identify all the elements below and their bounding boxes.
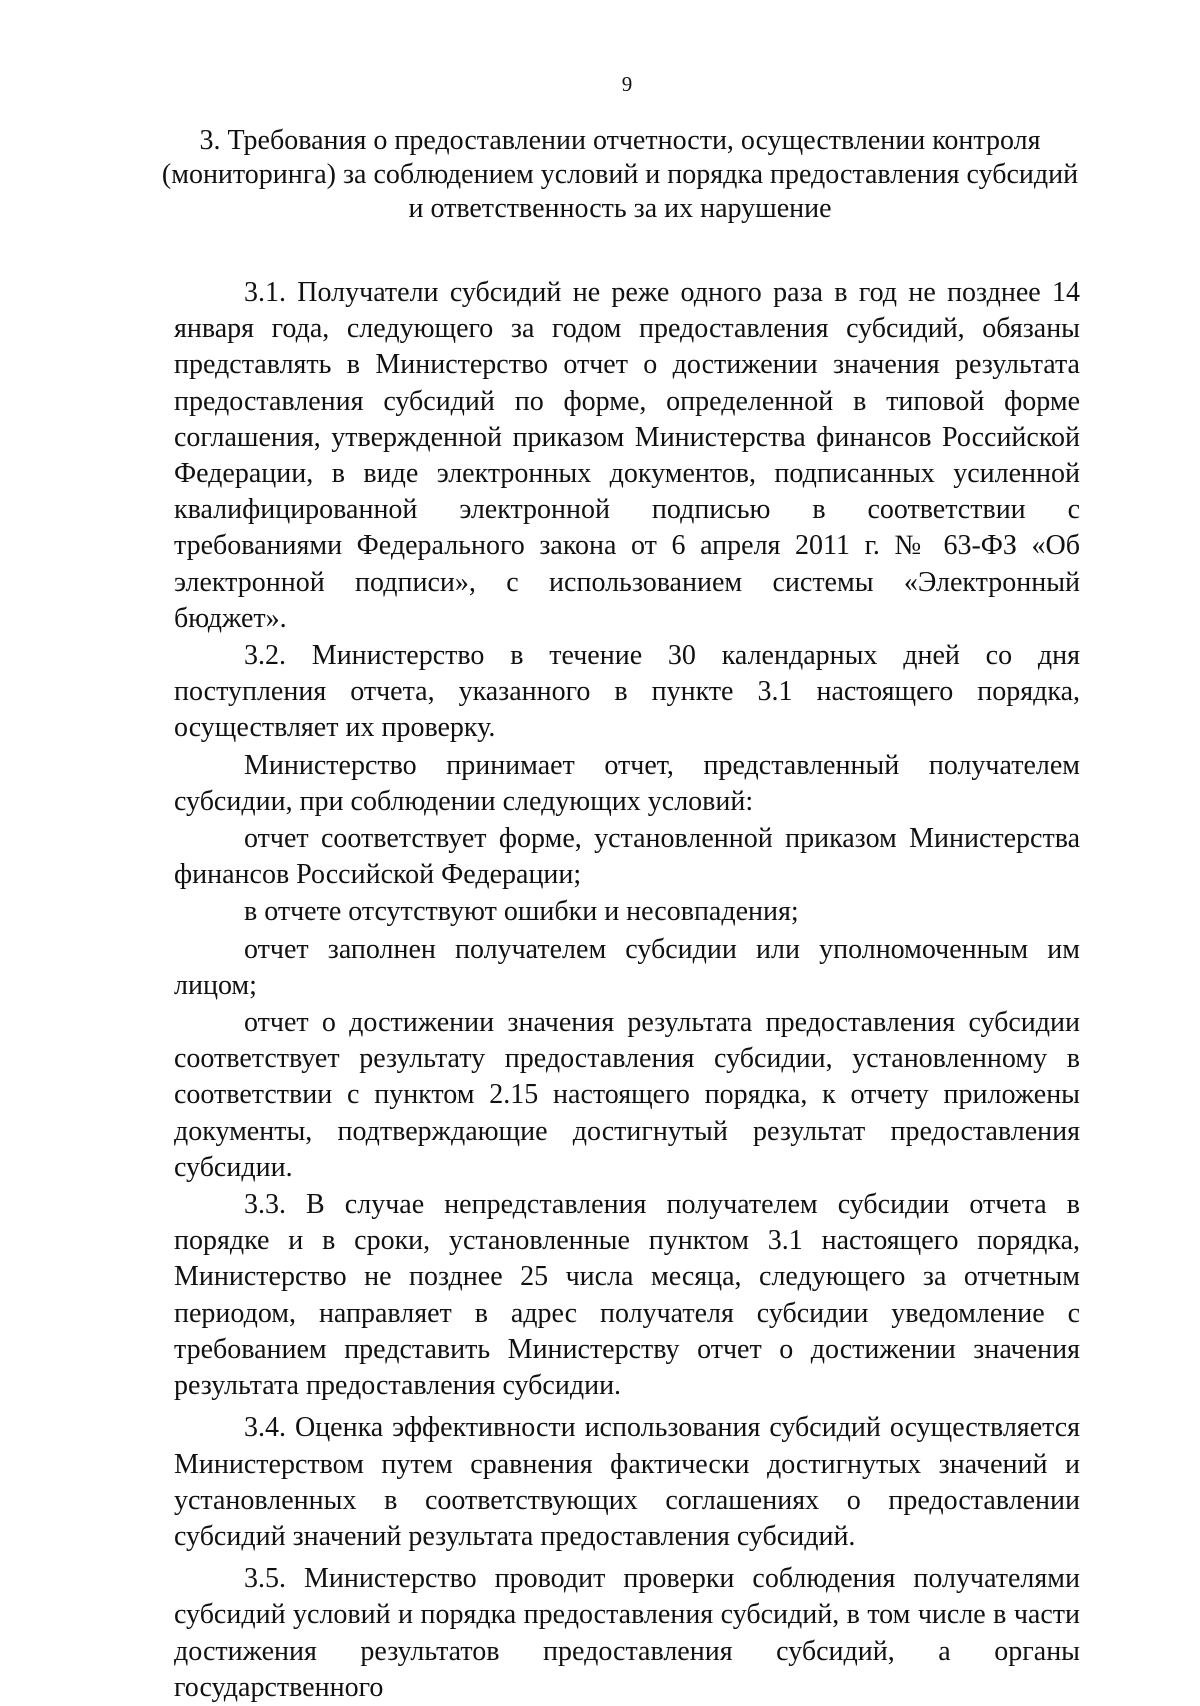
paragraph-condition-filled: отчет заполнен получателем субсидии или уполномоченным им лицом; xyxy=(174,933,1080,1001)
paragraph-condition-result: отчет о достижении значения результата предоставления субсидии соответствует результату предоставления субсидии, установленному в соответствии с пунктом 2.15 настоящего порядка, к отчету приложены документы, подтверждающие достигнутый результат предоставления субсидии. xyxy=(174,1007,1080,1183)
paragraph-3-5: 3.5. Министерство проводит проверки соблюдения получателями субсидий условий и порядка предоставления субсидий, в том числе в части достижения результатов предоставления субсидий, а органы государственного xyxy=(174,1563,1080,1703)
paragraph-condition-form: отчет соответствует форме, установленной приказом Министерства финансов Российской Федерации; xyxy=(174,823,1080,891)
body-text xyxy=(174,275,1080,1706)
paragraph-3-2: 3.2. Министерство в течение 30 календарных дней со дня поступления отчета, указанного в пункте 3.1 настоящего порядка, осуществляет их проверку. xyxy=(174,640,1080,744)
page-number: 9 xyxy=(621,72,633,96)
paragraph-condition-errors: в отчете отсутствуют ошибки и несовпадения; xyxy=(244,896,799,928)
paragraph-acceptance-intro: Министерство принимает отчет, представленный получателем субсидии, при соблюдении следующих условий: xyxy=(174,749,1080,817)
paragraph-3-1: 3.1. Получатели субсидий не реже одного раза в год не позднее 14 января года, следующего за годом предоставления субсидий, обязаны представлять в Министерство отчет о достижении значения результата предоставления субсидий по форме, определенной в типовой форме соглашения, утвержденной приказом Министерства финансов Российской Федерации, в виде электронных документов, подписанных усиленной квалифицированной электронной подписью в соответствии с требованиями Федерального закона от 6 апреля 2011 г. № 63-ФЗ «Об электронной подписи», с использованием системы «Электронный бюджет». xyxy=(174,277,1080,634)
paragraph-3-4: 3.4. Оценка эффективности использования субсидий осуществляется Министерством путем сравнения фактически достигнутых значений и установленных в соответствующих соглашениях о предоставлении субсидий значений результата предоставления субсидий. xyxy=(174,1412,1080,1552)
paragraph-3-3: 3.3. В случае непредставления получателем субсидии отчета в порядке и в сроки, установленные пунктом 3.1 настоящего порядка, Министерство не позднее 25 числа месяца, следующего за отчетным периодом, направляет в адрес получателя субсидии уведомление с требованием представить Министерству отчет о достижении значения результата предоставления субсидии. xyxy=(174,1189,1080,1402)
section-title: 3. Требования о предоставлении отчетности, осуществлении контроля (мониторинга) за соблюдением условий и порядка предоставления субсидий и ответственность за их нарушение xyxy=(161,125,1079,224)
